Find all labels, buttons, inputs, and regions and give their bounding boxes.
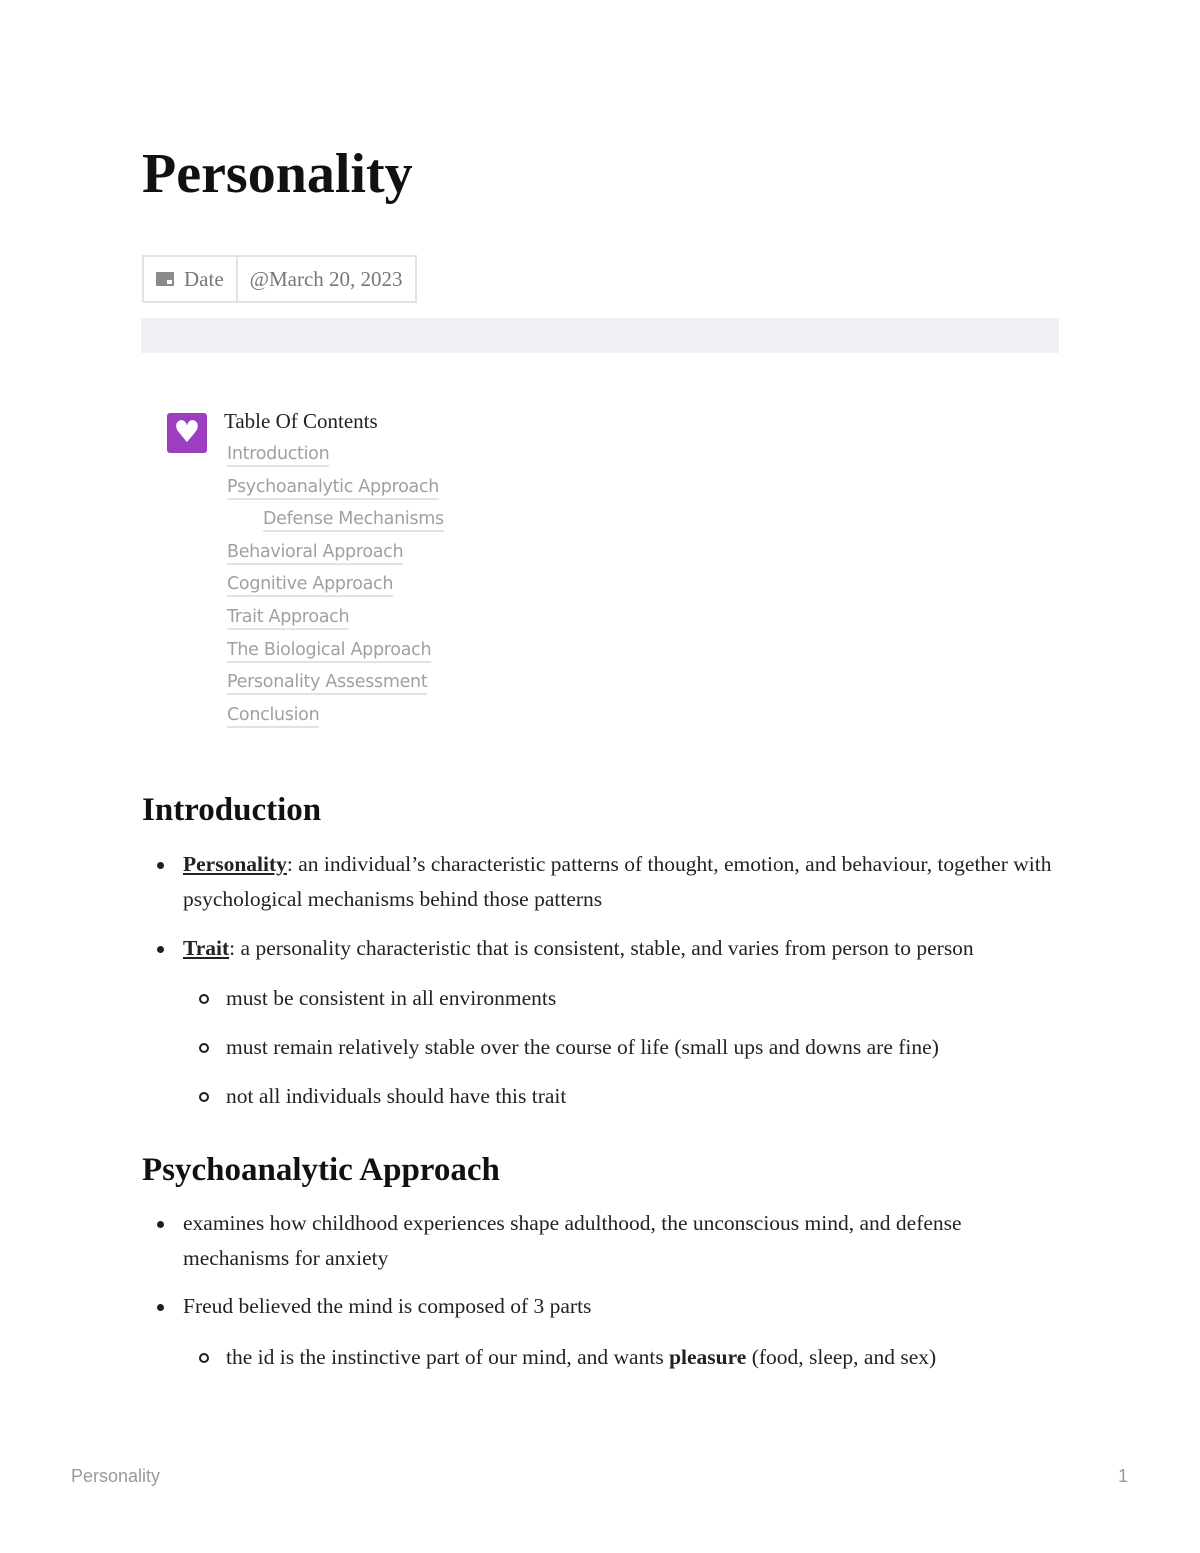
toc-link-assessment[interactable]: Personality Assessment (227, 672, 444, 705)
bullet-dot (157, 946, 164, 953)
calendar-icon (156, 272, 174, 286)
bullet-dot (157, 862, 164, 869)
toc-link-introduction[interactable]: Introduction (227, 444, 444, 477)
bullet-ring (199, 1353, 209, 1363)
heading-psychoanalytic: Psychoanalytic Approach (142, 1152, 500, 1188)
toc-link-behavioral[interactable]: Behavioral Approach (227, 542, 444, 575)
list-item: not all individuals should have this trait (226, 1084, 567, 1108)
bullet-ring (199, 1092, 209, 1102)
properties-table (142, 255, 417, 303)
date-property-value[interactable]: @March 20, 2023 (249, 266, 403, 291)
bullet-ring (199, 994, 209, 1004)
term-trait: Trait (183, 936, 230, 960)
date-label: Date (184, 266, 224, 291)
date-property-name (144, 257, 238, 301)
term-pleasure: pleasure (669, 1345, 747, 1369)
bullet-ring (199, 1043, 209, 1053)
list-item-trait: Trait: a personality characteristic that is consistent, stable, and varies from person to person (183, 936, 974, 960)
toc-link-defense-mechanisms[interactable]: Defense Mechanisms (227, 509, 444, 542)
list-item: must be consistent in all environments (226, 986, 557, 1010)
list-item-id: the id is the instinctive part of our mind, and wants pleasure (food, sleep, and sex) (226, 1345, 937, 1369)
list-item: Freud believed the mind is composed of 3 parts (183, 1294, 592, 1318)
heading-introduction: Introduction (142, 792, 322, 828)
table-of-contents (227, 444, 444, 737)
list-item-personality: Personality: an individual’s characteristic patterns of thought, emotion, and behaviour, together with psychological mechanisms behind those patterns (183, 852, 1052, 911)
toc-link-psychoanalytic[interactable]: Psychoanalytic Approach (227, 477, 444, 510)
toc-link-conclusion[interactable]: Conclusion (227, 705, 444, 738)
heart-icon: ♥ (167, 413, 207, 453)
footer-doc-name: Personality (71, 1466, 161, 1486)
toc-link-biological[interactable]: The Biological Approach (227, 640, 444, 673)
toc-link-cognitive[interactable]: Cognitive Approach (227, 574, 444, 607)
page-title: Personality (142, 143, 413, 205)
footer-page-number: 1 (1118, 1466, 1129, 1486)
toc-link-trait[interactable]: Trait Approach (227, 607, 444, 640)
bullet-dot (157, 1304, 164, 1311)
toc-title: Table Of Contents (224, 409, 378, 433)
term-personality: Personality (183, 852, 287, 876)
list-item: examines how childhood experiences shape adulthood, the unconscious mind, and defense mechanisms for anxiety (183, 1211, 962, 1270)
divider-bar (141, 318, 1059, 353)
bullet-dot (157, 1221, 164, 1228)
list-item: must remain relatively stable over the course of life (small ups and downs are fine) (226, 1035, 939, 1059)
